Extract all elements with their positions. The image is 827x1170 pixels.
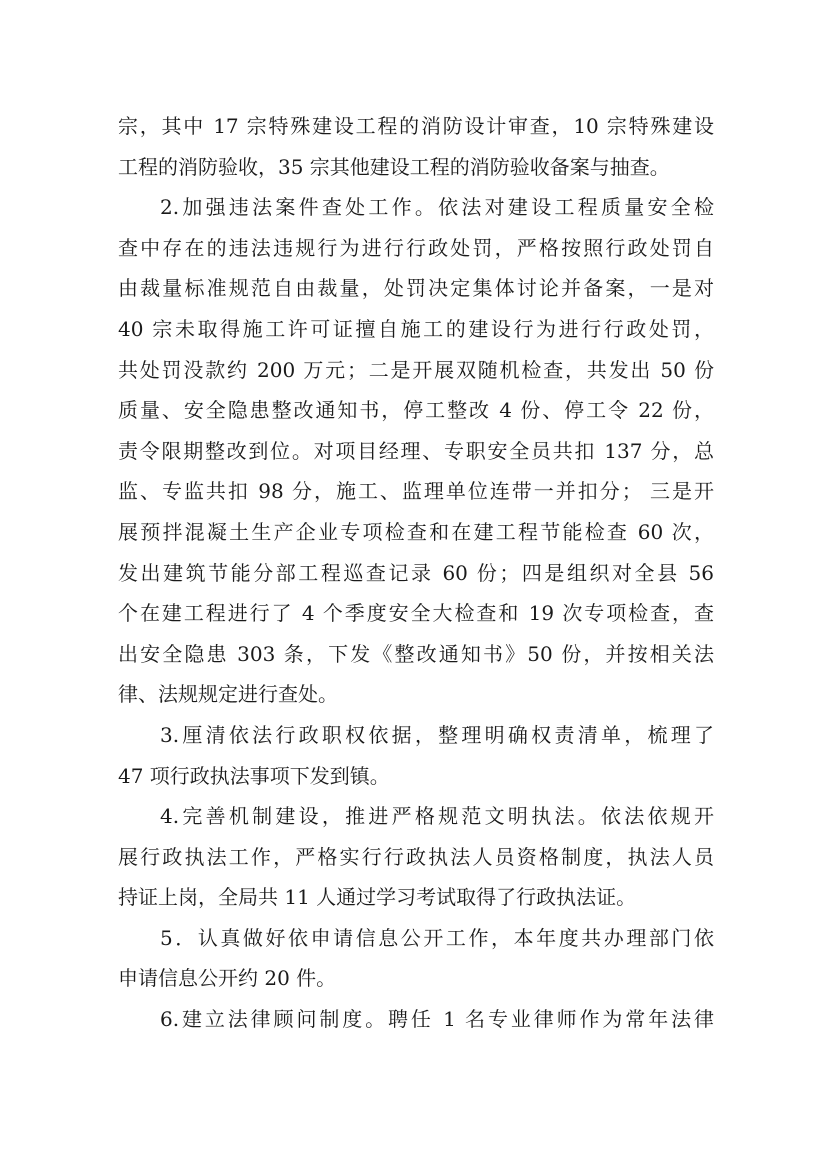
text-line: 展预拌混凝土生产企业专项检查和在建工程节能检查 60 次， bbox=[118, 519, 714, 544]
text-line: 发出建筑节能分部工程巡查记录 60 份；四是组织对全县 56 bbox=[118, 560, 714, 585]
text-line: 责令限期整改到位。对项目经理、专职安全员共扣 137 分，总 bbox=[118, 438, 714, 463]
text-line: 个在建工程进行了 4 个季度安全大检查和 19 次专项检查，查 bbox=[118, 601, 714, 626]
text-line: 3.厘清依法行政职权依据，整理明确权责清单，梳理了 bbox=[160, 722, 714, 747]
text-line: 申请信息公开约 20 件。 bbox=[118, 966, 337, 991]
text-line: 持证上岗，全局共 11 人通过学习考试取得了行政执法证。 bbox=[118, 885, 637, 910]
text-line: 展行政执法工作，严格实行行政执法人员资格制度，执法人员 bbox=[118, 844, 714, 869]
text-line: 出安全隐患 303 条，下发《整改通知书》50 份，并按相关法 bbox=[118, 641, 714, 666]
text-line: 由裁量标准规范自由裁量，处罚决定集体讨论并备案，一是对 bbox=[118, 276, 714, 301]
text-line: 查中存在的违法违规行为进行行政处罚，严格按照行政处罚自 bbox=[118, 235, 714, 260]
text-line: 5．认真做好依申请信息公开工作，本年度共办理部门依 bbox=[160, 925, 714, 950]
text-line: 2.加强违法案件查处工作。依法对建设工程质量安全检 bbox=[160, 195, 714, 220]
text-line: 40 宗未取得施工许可证擅自施工的建设行为进行行政处罚， bbox=[118, 316, 714, 341]
text-line: 宗，其中 17 宗特殊建设工程的消防设计审查，10 宗特殊建设 bbox=[118, 114, 714, 138]
text-line: 共处罚没款约 200 万元；二是开展双随机检查，共发出 50 份 bbox=[118, 357, 714, 382]
text-line: 6.建立法律顾问制度。聘任 1 名专业律师作为常年法律 bbox=[160, 1007, 714, 1032]
text-line: 工程的消防验收，35 宗其他建设工程的消防验收备案与抽查。 bbox=[118, 154, 670, 179]
text-line: 监、专监共扣 98 分，施工、监理单位连带一并扣分； 三是开 bbox=[118, 479, 714, 504]
text-line: 47 项行政执法事项下发到镇。 bbox=[118, 763, 390, 788]
document-body bbox=[118, 106, 714, 1040]
text-line: 质量、安全隐患整改通知书，停工整改 4 份、停工令 22 份， bbox=[118, 398, 714, 423]
text-line: 律、法规规定进行查处。 bbox=[118, 682, 338, 707]
text-line: 4.完善机制建设，推进严格规范文明执法。依法依规开 bbox=[160, 804, 714, 829]
